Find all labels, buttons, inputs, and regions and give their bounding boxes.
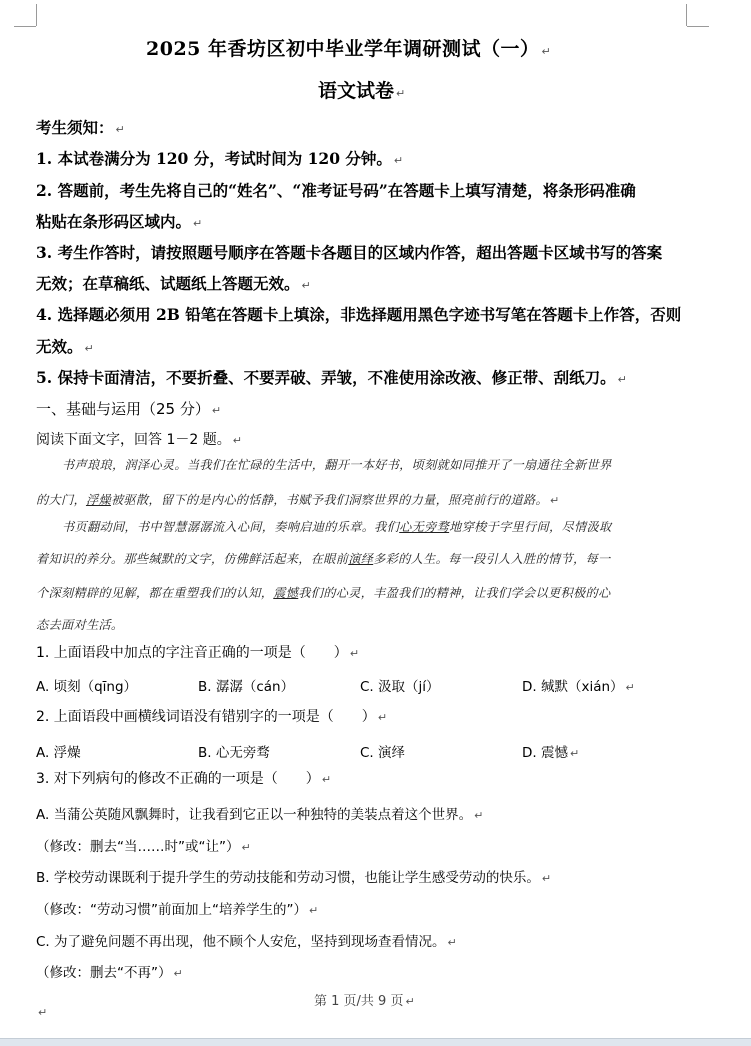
q3-option-c-fix: （修改：删去“不再”） ↵ [36,965,183,981]
q1-option-c: C. 汲取（jí） [360,679,440,695]
passage-line-5: 个深刻精辟的见解，都在重塑我们的认知，震憾我们的心灵，丰盈我们的精神，让我们学会以更积极的心 [36,586,611,600]
notice-heading: 考生须知： ↵ [36,118,125,137]
q3-option-b-fix: （修改：“劳动习惯”前面加上“培养学生的”） ↵ [36,902,319,918]
q2-option-d: D. 震憾 ↵ [522,745,580,761]
notice-item-3: 3. 考生作答时，请按照题号顺序在答题卡各题目的区域内作答，超出答题卡区域书写的答案 [36,243,663,262]
notice-item-5: 5. 保持卡面清洁，不要折叠、不要弄破、弄皱，不准使用涂改液、修正带、刮纸刀。 ↵ [36,368,627,387]
q3-option-a-fix: （修改：删去“当……时”或“让”） ↵ [36,839,251,855]
q3-option-b: B. 学校劳动课既利于提升学生的劳动技能和劳动习惯，也能让学生感受劳动的快乐。 ↵ [36,870,552,886]
document-subtitle: 语文试卷 ↵ [318,80,406,102]
page-number: 第 1 页/共 9 页 ↵ [314,994,415,1009]
notice-item-4: 4. 选择题必须用 2B 铅笔在答题卡上填涂，非选择题用黑色字迹书写笔在答题卡上作答，否则 [36,305,682,324]
notice-item-2-cont: 粘贴在条形码区域内。 ↵ [36,212,203,231]
notice-item-1: 1. 本试卷满分为 120 分，考试时间为 120 分钟。 ↵ [36,149,404,168]
crop-mark-top-left [36,4,37,26]
q2-option-a: A. 浮燥 [36,745,81,761]
notice-item-2: 2. 答题前，考生先将自己的“姓名”、“准考证号码”在答题卡上填写清楚，将条形码准确 [36,181,636,200]
passage-line-2: 的大门，浮燥被驱散，留下的是内心的恬静，书赋予我们洞察世界的力量，照亮前行的道路。 ↵ [36,493,560,507]
q1-option-a: A. 顷刻（qīng） [36,679,138,695]
passage-line-3: 书页翻动间，书中智慧潺潺流入心间，奏响启迪的乐章。我们心无旁骛地穿梭于字里行间，尽情汲取 [62,520,612,534]
passage-line-6: 态去面对生活。 [36,618,124,632]
passage-line-1: 书声琅琅，润泽心灵。当我们在忙碌的生活中，翻开一本好书，顷刻就如同推开了一扇通往全新世界 [62,458,612,472]
notice-item-4-cont: 无效。 ↵ [36,337,94,356]
q2-option-c: C. 演绎 [360,745,406,761]
crop-mark-top-left-h [14,26,36,27]
paragraph-mark: ↵ [38,1006,48,1019]
passage-line-4: 着知识的养分。那些缄默的文字，仿佛鲜活起来，在眼前演绎多彩的人生。每一段引人入胜的情节，每一 [36,552,611,566]
notice-item-3-cont: 无效；在草稿纸、试题纸上答题无效。 ↵ [36,274,311,293]
q1-option-d: D. 缄默（xián） ↵ [522,679,635,695]
q2-option-b: B. 心无旁骛 [198,745,270,761]
section-heading: 一、基础与运用（25 分） ↵ [36,400,222,418]
question-2-stem: 2. 上面语段中画横线词语没有错别字的一项是（ ） ↵ [36,709,388,725]
q3-option-a: A. 当蒲公英随风飘舞时，让我看到它正以一种独特的美装点着这个世界。 ↵ [36,807,484,823]
crop-mark-top-right [686,4,687,26]
q1-option-b: B. 潺潺（cán） [198,679,295,695]
section-intro: 阅读下面文字，回答 1－2 题。 ↵ [36,432,242,448]
crop-mark-top-right-h [687,26,709,27]
question-1-stem: 1. 上面语段中加点的字注音正确的一项是（ ） ↵ [36,645,360,661]
q3-option-c: C. 为了避免问题不再出现，他不顾个人安危，坚持到现场查看情况。 ↵ [36,934,457,950]
question-3-stem: 3. 对下列病句的修改不正确的一项是（ ） ↵ [36,771,332,787]
document-title: 2025 年香坊区初中毕业学年调研测试（一） ↵ [146,38,552,60]
